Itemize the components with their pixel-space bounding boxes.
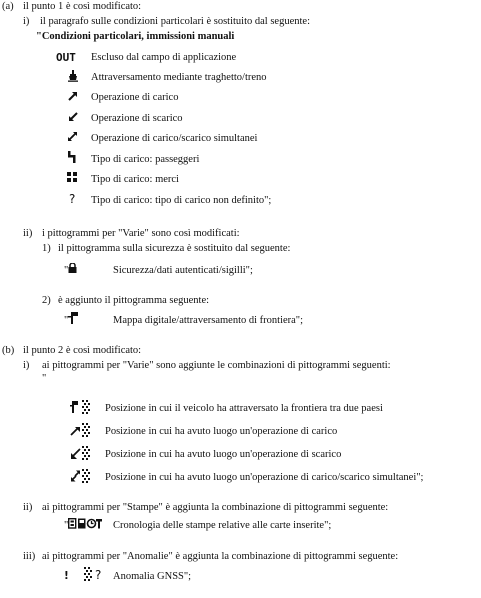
quote-mark: " <box>64 265 69 276</box>
warning-icon: ! <box>64 570 69 582</box>
list-item: Tipo di carico: tipo di carico non definito"; <box>91 195 272 206</box>
section-b-heading: il punto 2 è così modificato: <box>23 345 142 356</box>
list-item: Operazione di carico/scarico simultanei <box>91 133 258 144</box>
question-icon: ? <box>95 568 102 582</box>
unload-gnss-icon <box>70 446 92 460</box>
load-unload-icon <box>67 131 78 142</box>
out-icon: OUT <box>56 51 76 64</box>
b-iii-text: ai pittogrammi per "Anomalie" è aggiunta la combinazione di pittogrammi seguente: <box>42 551 399 562</box>
border-crossing-icon <box>68 312 79 324</box>
quote-mark: " <box>64 520 69 531</box>
section-a-label: (a) <box>2 1 14 12</box>
list-item: Operazione di scarico <box>91 113 183 124</box>
print-history-icons <box>68 518 102 529</box>
special-conditions-title: "Condizioni particolari, immissioni manuali <box>36 31 235 42</box>
list-item: Posizione in cui il veicolo ha attraversato la frontiera tra due paesi <box>105 403 383 414</box>
quote-mark: " <box>42 373 47 384</box>
goods-load-icon <box>67 172 78 183</box>
b-iii-label: iii) <box>23 551 36 562</box>
b-i-label: i) <box>23 360 30 371</box>
load-arrow-icon <box>68 91 78 101</box>
section-b-label: (b) <box>2 345 15 356</box>
b-i-text: ai pittogrammi per "Varie" sono aggiunte le combinazioni di pittogrammi seguenti: <box>42 360 391 371</box>
gnss-icon <box>84 567 94 581</box>
list-item: Posizione in cui ha avuto luogo un'operazione di scarico <box>105 449 342 460</box>
lock-icon <box>68 263 77 273</box>
a-ii-label: ii) <box>23 228 33 239</box>
b-ii-text: ai pittogrammi per "Stampe" è aggiunta la combinazione di pittogrammi seguente: <box>42 502 389 513</box>
list-item: Tipo di carico: passeggeri <box>91 154 200 165</box>
load-unload-gnss-icon <box>70 469 92 483</box>
a-ii-1-text: il pittogramma sulla sicurezza è sostituito dal seguente: <box>58 243 291 254</box>
passenger-load-icon <box>68 151 77 163</box>
gnss-anomaly-item: Anomalia GNSS"; <box>113 571 192 582</box>
list-item: Escluso dal campo di applicazione <box>91 52 237 63</box>
list-item: Tipo di carico: merci <box>91 174 179 185</box>
a-i-text: il paragrafo sulle condizioni particolari è sostituito dal seguente: <box>40 16 311 27</box>
quote-mark: " <box>64 315 69 326</box>
undefined-load-icon: ? <box>69 192 76 206</box>
print-history-item: Cronologia delle stampe relative alle carte inserite"; <box>113 520 332 531</box>
a-i-label: i) <box>23 16 30 27</box>
border-crossing-gnss-icon <box>70 400 92 414</box>
b-ii-label: ii) <box>23 502 33 513</box>
a-ii-text: i pittogrammi per "Varie" sono così modificati: <box>42 228 240 239</box>
list-item: Posizione in cui ha avuto luogo un'operazione di carico/scarico simultanei"; <box>105 472 424 483</box>
list-item: Attraversamento mediante traghetto/treno <box>91 72 267 83</box>
a-ii-2-text: è aggiunto il pittogramma seguente: <box>58 295 210 306</box>
security-item: Sicurezza/dati autenticati/sigilli"; <box>113 265 253 276</box>
digital-map-item: Mappa digitale/attraversamento di frontiera"; <box>113 315 304 326</box>
list-item: Operazione di carico <box>91 92 179 103</box>
unload-arrow-icon <box>68 112 78 122</box>
ferry-train-icon <box>68 70 78 82</box>
list-item: Posizione in cui ha avuto luogo un'operazione di carico <box>105 426 338 437</box>
section-a-heading: il punto 1 è così modificato: <box>23 1 142 12</box>
a-ii-1-label: 1) <box>42 243 51 254</box>
a-ii-2-label: 2) <box>42 295 51 306</box>
load-gnss-icon <box>70 423 92 437</box>
